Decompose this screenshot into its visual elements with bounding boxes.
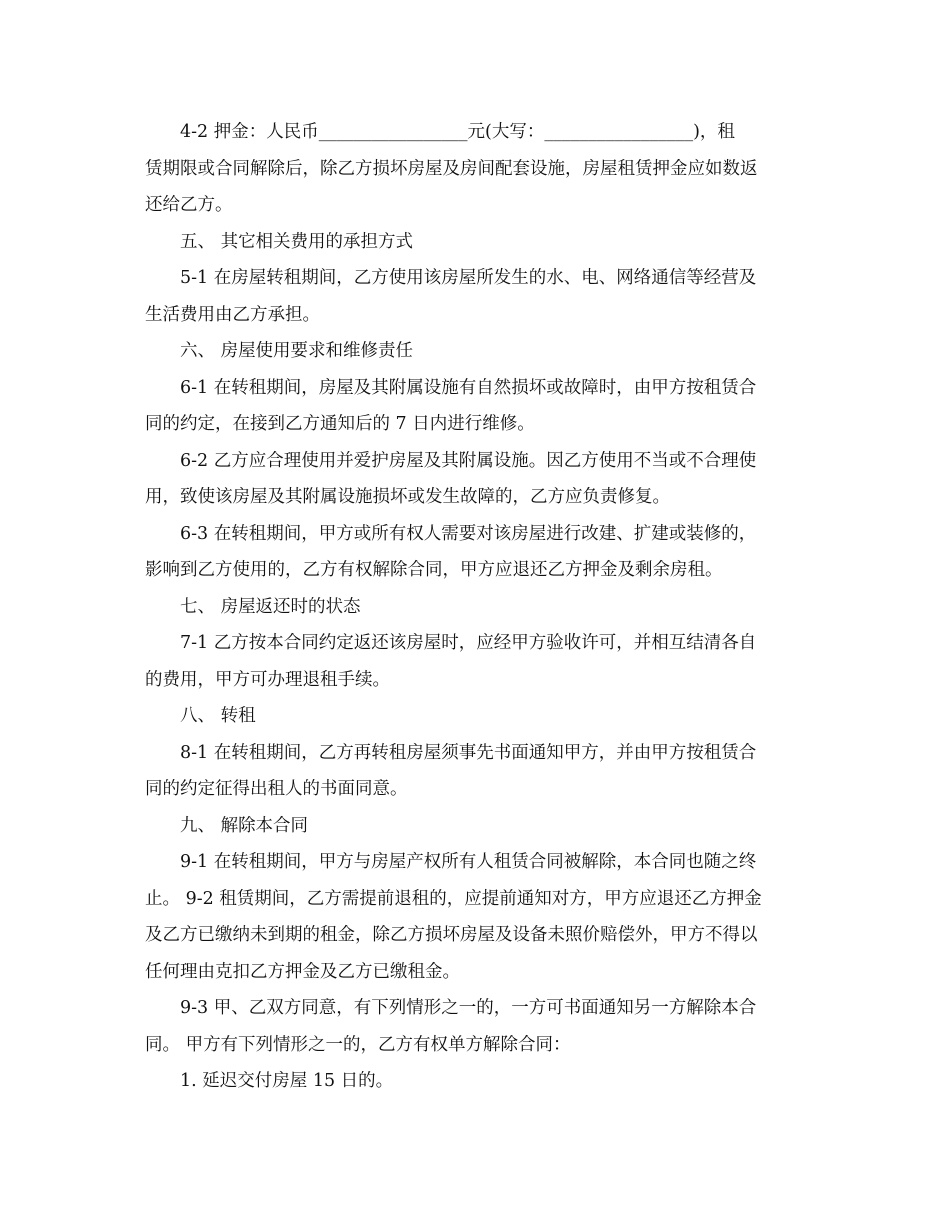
section-heading-7: 七、 房屋返还时的状态 (180, 596, 361, 617)
text-line: 的费用，甲方可办理退租手续。 (145, 669, 390, 690)
text-line: 同的约定，在接到乙方通知后的 7 日内进行维修。 (145, 414, 535, 434)
text-line: 任何理由克扣乙方押金及乙方已缴租金。 (145, 961, 460, 982)
section-heading-9: 九、 解除本合同 (180, 815, 309, 836)
list-item: 1. 延迟交付房屋 15 日的。 (180, 1071, 394, 1091)
text-line: 同的约定征得出租人的书面同意。 (145, 779, 408, 799)
text-line: 6-2 乙方应合理使用并爱护房屋及其附属设施。因乙方使用不当或不合理使 (180, 450, 757, 471)
text-line: 生活费用由乙方承担。 (145, 304, 320, 325)
text-line: 6-1 在转租期间，房屋及其附属设施有自然损坏或故障时，由甲方按租赁合 (180, 377, 757, 398)
text-line: 8-1 在转租期间，乙方再转租房屋须事先书面通知甲方，并由甲方按租赁合 (180, 742, 757, 763)
text-line: 9-1 在转租期间，甲方与房屋产权所有人租赁合同被解除，本合同也随之终 (180, 852, 757, 872)
section-heading-5: 五、 其它相关费用的承担方式 (180, 231, 414, 252)
text-line: 影响到乙方使用的，乙方有权解除合同，甲方应退还乙方押金及剩余房租。 (145, 560, 723, 580)
text-line: 9-3 甲、乙双方同意，有下列情形之一的，一方可书面通知另一方解除本合 (180, 998, 757, 1018)
text-line: 及乙方已缴纳未到期的租金，除乙方损坏房屋及设备未照价赔偿外，甲方不得以 (145, 925, 758, 945)
text-line: 还给乙方。 (145, 195, 233, 215)
section-heading-6: 六、 房屋使用要求和维修责任 (180, 341, 414, 361)
section-heading-8: 八、 转租 (180, 706, 256, 726)
text-line: 4-2 押金：人民币_________________元(大写：_________________)，租 (180, 122, 735, 142)
document-body (145, 114, 805, 1100)
text-line: 同。 甲方有下列情形之一的，乙方有权单方解除合同： (145, 1034, 571, 1055)
text-line: 5-1 在房屋转租期间，乙方使用该房屋所发生的水、电、网络通信等经营及 (180, 268, 757, 288)
text-line: 用，致使该房屋及其附属设施损坏或发生故障的，乙方应负责修复。 (145, 487, 670, 507)
text-line: 止。 9-2 租赁期间，乙方需提前退租的，应提前通知对方，甲方应退还乙方押金 (145, 888, 762, 909)
text-line: 6-3 在转租期间，甲方或所有权人需要对该房屋进行改建、扩建或装修的， (180, 523, 757, 544)
text-line: 赁期限或合同解除后，除乙方损坏房屋及房间配套设施，房屋租赁押金应如数返 (145, 158, 758, 179)
text-line: 7-1 乙方按本合同约定返还该房屋时，应经甲方验收许可，并相互结清各自 (180, 633, 757, 653)
